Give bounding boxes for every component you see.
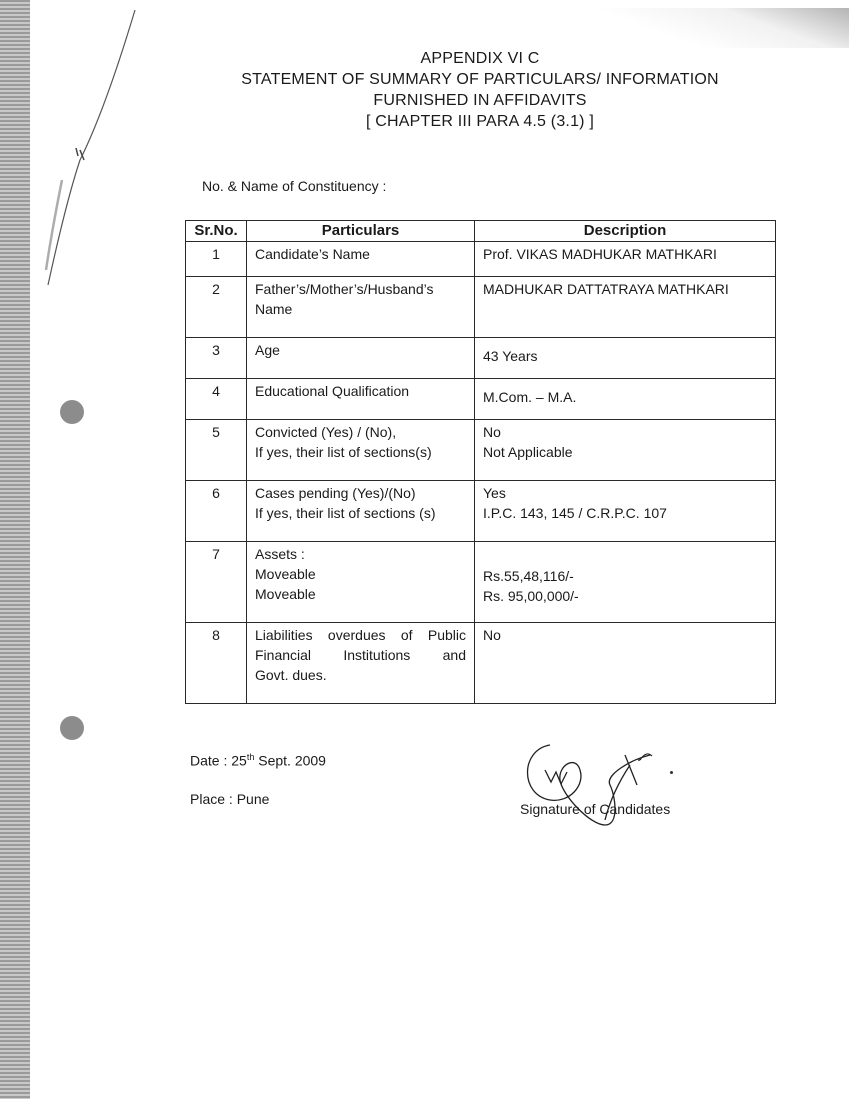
description-line: No xyxy=(483,627,501,643)
punch-hole-bottom xyxy=(60,716,84,740)
date-prefix: Date : 25 xyxy=(190,752,247,769)
pen-stroke-mark xyxy=(40,0,150,290)
description-line: 43 Years xyxy=(483,348,538,364)
signature-label: Signature of Candidates xyxy=(520,801,671,817)
row-sr: 4 xyxy=(186,379,247,420)
row-particulars xyxy=(247,420,475,481)
table-row xyxy=(186,481,776,542)
row-sr: 5 xyxy=(186,420,247,481)
particulars-line: Financial Institutions and xyxy=(255,647,466,663)
row-particulars xyxy=(247,623,475,704)
row-sr: 6 xyxy=(186,481,247,542)
row-description xyxy=(475,379,776,420)
particulars-table xyxy=(185,220,776,704)
header-particulars: Particulars xyxy=(247,221,475,242)
description-line: M.Com. – M.A. xyxy=(483,389,577,405)
document-header xyxy=(190,48,770,132)
row-particulars xyxy=(247,277,475,338)
scan-corner-shadow xyxy=(589,8,849,48)
table-row xyxy=(186,277,776,338)
row-sr: 8 xyxy=(186,623,247,704)
particulars-line: Govt. dues. xyxy=(255,667,327,683)
row-particulars xyxy=(247,481,475,542)
header-sr-no: Sr.No. xyxy=(186,221,247,242)
row-sr: 3 xyxy=(186,338,247,379)
row-sr: 2 xyxy=(186,277,247,338)
row-particulars xyxy=(247,542,475,623)
table-row xyxy=(186,542,776,623)
table-row xyxy=(186,420,776,481)
date-line xyxy=(190,752,326,769)
particulars-line: Name xyxy=(255,301,293,317)
description-line: Rs.55,48,116/- xyxy=(483,568,574,584)
description-line: No xyxy=(483,424,501,440)
date-superscript: th xyxy=(246,752,255,762)
header-furnished: FURNISHED IN AFFIDAVITS xyxy=(373,92,587,109)
table-row xyxy=(186,338,776,379)
row-sr: 7 xyxy=(186,542,247,623)
ink-speck xyxy=(638,759,640,761)
row-description xyxy=(475,277,776,338)
row-description xyxy=(475,481,776,542)
particulars-line: Cases pending (Yes)/(No) xyxy=(255,485,416,501)
row-particulars xyxy=(247,338,475,379)
date-suffix: Sept. 2009 xyxy=(254,752,326,769)
row-description xyxy=(475,623,776,704)
header-description: Description xyxy=(475,221,776,242)
particulars-line: Educational Qualification xyxy=(255,383,410,399)
signature-scribble xyxy=(510,725,690,835)
particulars-line: If yes, their list of sections(s) xyxy=(255,444,432,460)
table-row xyxy=(186,623,776,704)
description-line: MADHUKAR DATTATRAYA MATHKARI xyxy=(483,281,729,297)
header-statement: STATEMENT OF SUMMARY OF PARTICULARS/ INFORMATION xyxy=(241,71,719,88)
ink-speck xyxy=(670,771,673,774)
constituency-label: No. & Name of Constituency : xyxy=(202,178,387,194)
row-description xyxy=(475,242,776,277)
particulars-line: Assets : xyxy=(255,546,305,562)
row-particulars xyxy=(247,242,475,277)
particulars-line: Convicted (Yes) / (No), xyxy=(255,424,397,440)
description-line: Rs. 95,00,000/- xyxy=(483,588,579,604)
particulars-line: Candidate’s Name xyxy=(255,246,370,262)
particulars-line: Moveable xyxy=(255,566,316,582)
table-row xyxy=(186,242,776,277)
particulars-line: Moveable xyxy=(255,586,316,602)
row-description xyxy=(475,542,776,623)
row-sr: 1 xyxy=(186,242,247,277)
particulars-line: If yes, their list of sections (s) xyxy=(255,505,436,521)
table-header-row xyxy=(186,221,776,242)
description-line: I.P.C. 143, 145 / C.R.P.C. 107 xyxy=(483,505,667,521)
particulars-line: Liabilities overdues of Public xyxy=(255,627,466,643)
particulars-line: Father’s/Mother’s/Husband’s xyxy=(255,281,434,297)
row-particulars xyxy=(247,379,475,420)
place-line: Place : Pune xyxy=(190,791,270,807)
punch-hole-top xyxy=(60,400,84,424)
row-description xyxy=(475,338,776,379)
particulars-line: Age xyxy=(255,342,280,358)
header-appendix: APPENDIX VI C xyxy=(420,50,540,67)
scan-edge xyxy=(0,0,30,1099)
description-line: Prof. VIKAS MADHUKAR MATHKARI xyxy=(483,246,717,262)
header-chapter: [ CHAPTER III PARA 4.5 (3.1) ] xyxy=(366,113,594,130)
description-line: Yes xyxy=(483,485,506,501)
description-line: Not Applicable xyxy=(483,444,573,460)
table-row xyxy=(186,379,776,420)
row-description xyxy=(475,420,776,481)
